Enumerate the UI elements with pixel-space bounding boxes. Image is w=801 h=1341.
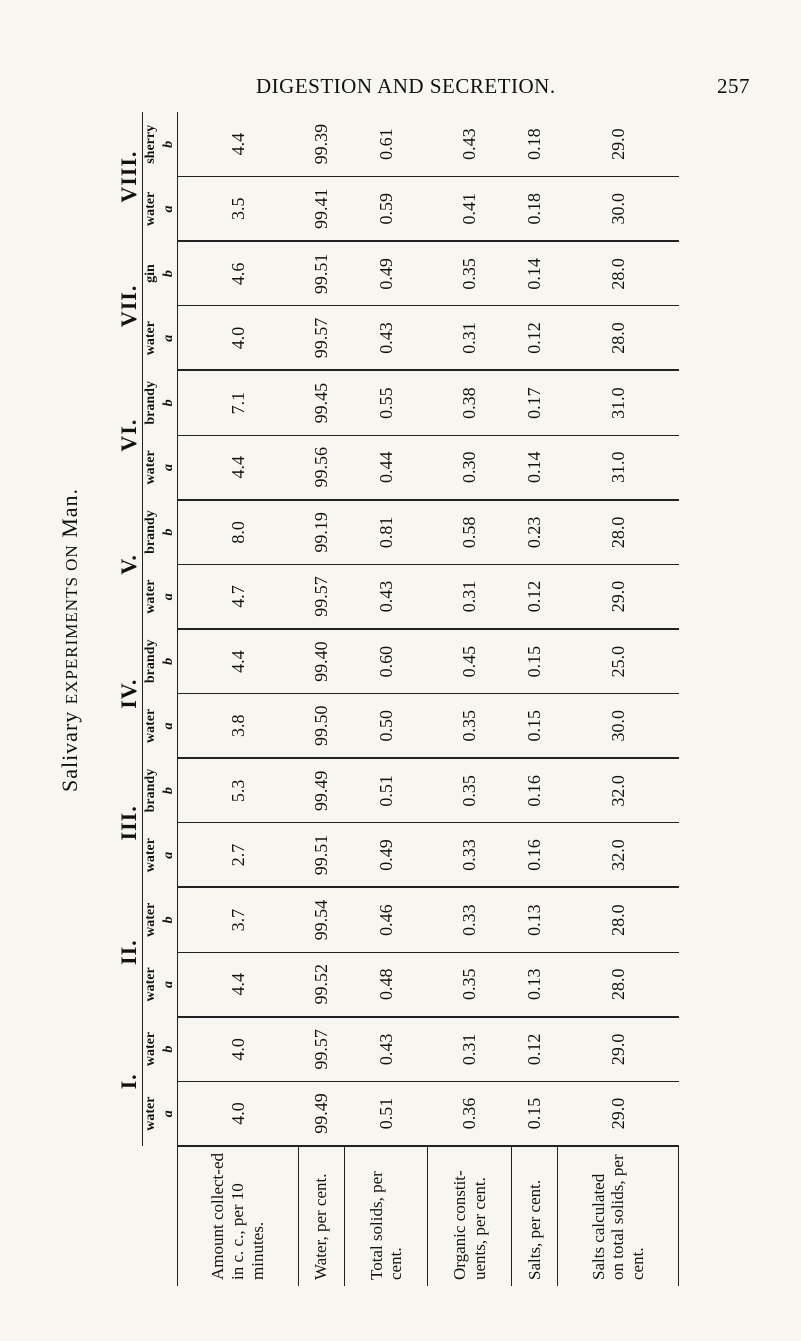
group-header: V. bbox=[116, 500, 143, 629]
table-cell: 0.58 bbox=[428, 500, 512, 565]
table-cell: 99.50 bbox=[298, 694, 344, 759]
table-cell: 0.43 bbox=[428, 112, 512, 177]
table-cell: 0.43 bbox=[344, 306, 428, 371]
table-cell: 0.35 bbox=[428, 241, 512, 306]
table-cell: 29.0 bbox=[558, 564, 679, 629]
table-cell: 4.6 bbox=[178, 241, 299, 306]
table-cell: 32.0 bbox=[558, 758, 679, 823]
table-cell: 0.18 bbox=[511, 112, 557, 177]
table-cell: 0.35 bbox=[428, 758, 512, 823]
column-letter: a bbox=[161, 1110, 176, 1118]
table-cell: 0.49 bbox=[344, 241, 428, 306]
table-cell: 99.54 bbox=[298, 888, 344, 953]
column-header-row bbox=[143, 112, 178, 1286]
column-letter: a bbox=[161, 334, 176, 342]
table-cell: 0.48 bbox=[344, 952, 428, 1017]
table-cell: 0.51 bbox=[344, 758, 428, 823]
table-cell: 0.33 bbox=[428, 888, 512, 953]
column-letter: a bbox=[161, 463, 176, 471]
row-label: Total solids, per cent. bbox=[344, 1146, 428, 1286]
column-letter: a bbox=[161, 722, 176, 730]
results-table-wrapper bbox=[116, 112, 679, 1286]
table-cell: 3.7 bbox=[178, 888, 299, 953]
page-number: 257 bbox=[717, 74, 750, 98]
column-header bbox=[143, 306, 178, 371]
table-cell: 0.43 bbox=[344, 564, 428, 629]
column-name: water bbox=[143, 708, 158, 744]
table-cell: 28.0 bbox=[558, 306, 679, 371]
column-letter: b bbox=[161, 140, 176, 148]
column-name: sherry bbox=[143, 124, 158, 164]
column-header bbox=[143, 112, 178, 177]
table-cell: 28.0 bbox=[558, 952, 679, 1017]
column-letter: b bbox=[161, 399, 176, 407]
side-title bbox=[57, 488, 83, 792]
column-letter: a bbox=[161, 593, 176, 601]
group-header: VIII. bbox=[116, 112, 143, 241]
table-cell: 2.7 bbox=[178, 823, 299, 888]
table-cell: 4.4 bbox=[178, 952, 299, 1017]
column-name: gin bbox=[143, 264, 158, 283]
table-cell: 4.4 bbox=[178, 112, 299, 177]
table-cell: 0.18 bbox=[511, 177, 557, 242]
table-cell: 99.56 bbox=[298, 435, 344, 500]
row-label: Water, per cent. bbox=[298, 1146, 344, 1286]
results-table bbox=[116, 112, 679, 1286]
group-header: I. bbox=[116, 1017, 143, 1146]
table-cell: 99.49 bbox=[298, 758, 344, 823]
column-letter: a bbox=[161, 851, 176, 859]
table-cell: 0.31 bbox=[428, 306, 512, 371]
table-cell: 0.16 bbox=[511, 823, 557, 888]
table-cell: 4.0 bbox=[178, 1017, 299, 1082]
table-cell: 0.81 bbox=[344, 500, 428, 565]
column-header bbox=[143, 1081, 178, 1146]
table-cell: 32.0 bbox=[558, 823, 679, 888]
table-cell: 28.0 bbox=[558, 888, 679, 953]
table-cell: 0.51 bbox=[344, 1081, 428, 1146]
table-cell: 0.60 bbox=[344, 629, 428, 694]
column-header bbox=[143, 500, 178, 565]
column-name: water bbox=[143, 321, 158, 356]
column-letter: a bbox=[161, 205, 176, 213]
column-header bbox=[143, 371, 178, 436]
data-body bbox=[178, 112, 679, 1286]
side-title-first: Salivary bbox=[57, 710, 82, 793]
table-cell: 0.35 bbox=[428, 694, 512, 759]
table-cell: 0.15 bbox=[511, 629, 557, 694]
column-name: water bbox=[143, 579, 158, 614]
table-cell: 99.49 bbox=[298, 1081, 344, 1146]
table-cell: 0.49 bbox=[344, 823, 428, 888]
table-cell: 29.0 bbox=[558, 1017, 679, 1082]
table-cell: 0.55 bbox=[344, 371, 428, 436]
table-row bbox=[344, 112, 428, 1286]
column-header bbox=[143, 177, 178, 242]
table-cell: 25.0 bbox=[558, 629, 679, 694]
table-cell: 0.38 bbox=[428, 371, 512, 436]
column-letter: b bbox=[161, 916, 176, 924]
table-cell: 99.41 bbox=[298, 177, 344, 242]
table-cell: 28.0 bbox=[558, 500, 679, 565]
table-cell: 99.52 bbox=[298, 952, 344, 1017]
table-cell: 0.46 bbox=[344, 888, 428, 953]
table-cell: 0.43 bbox=[344, 1017, 428, 1082]
table-cell: 28.0 bbox=[558, 241, 679, 306]
group-header: IV. bbox=[116, 629, 143, 758]
table-cell: 99.39 bbox=[298, 112, 344, 177]
page-header bbox=[70, 74, 750, 104]
table-cell: 0.12 bbox=[511, 306, 557, 371]
table-cell: 4.4 bbox=[178, 629, 299, 694]
table-row bbox=[298, 112, 344, 1286]
table-cell: 7.1 bbox=[178, 371, 299, 436]
table-cell: 0.14 bbox=[511, 241, 557, 306]
side-title-second: EXPERIMENTS ON bbox=[62, 544, 81, 705]
column-letter: b bbox=[161, 270, 176, 278]
table-cell: 30.0 bbox=[558, 177, 679, 242]
table-cell: 99.45 bbox=[298, 371, 344, 436]
table-cell: 0.15 bbox=[511, 694, 557, 759]
column-header bbox=[143, 888, 178, 953]
table-cell: 29.0 bbox=[558, 112, 679, 177]
column-letter: b bbox=[161, 787, 176, 795]
table-cell: 31.0 bbox=[558, 371, 679, 436]
table-cell: 99.19 bbox=[298, 500, 344, 565]
column-name: water bbox=[143, 902, 158, 937]
column-name: brandy bbox=[143, 381, 158, 425]
column-name: brandy bbox=[143, 510, 158, 554]
table-cell: 0.15 bbox=[511, 1081, 557, 1146]
table-cell: 0.31 bbox=[428, 564, 512, 629]
table-cell: 99.57 bbox=[298, 306, 344, 371]
table-cell: 0.16 bbox=[511, 758, 557, 823]
running-title: DIGESTION AND SECRETION. bbox=[256, 74, 556, 98]
table-row bbox=[511, 112, 557, 1286]
group-header: II. bbox=[116, 888, 143, 1017]
column-name: water bbox=[143, 191, 158, 227]
column-header bbox=[143, 952, 178, 1017]
table-cell: 0.23 bbox=[511, 500, 557, 565]
column-header bbox=[143, 629, 178, 694]
table-row bbox=[428, 112, 512, 1286]
column-header bbox=[143, 1017, 178, 1082]
row-label: Salts calculated on total solids, per cent. bbox=[558, 1146, 679, 1286]
column-header bbox=[143, 435, 178, 500]
table-cell: 8.0 bbox=[178, 500, 299, 565]
table-cell: 5.3 bbox=[178, 758, 299, 823]
row-label: Organic constit-uents, per cent. bbox=[428, 1146, 512, 1286]
table-cell: 29.0 bbox=[558, 1081, 679, 1146]
table-cell: 3.5 bbox=[178, 177, 299, 242]
row-label: Amount collect-ed in c. c., per 10 minutes. bbox=[178, 1146, 299, 1286]
table-row bbox=[178, 112, 299, 1286]
table-cell: 99.57 bbox=[298, 1017, 344, 1082]
column-letter: b bbox=[161, 657, 176, 665]
column-name: water bbox=[143, 1096, 158, 1131]
table-cell: 99.51 bbox=[298, 241, 344, 306]
table-cell: 0.41 bbox=[428, 177, 512, 242]
table-cell: 0.13 bbox=[511, 888, 557, 953]
table-cell: 0.12 bbox=[511, 564, 557, 629]
empty-corner bbox=[116, 1146, 178, 1286]
table-cell: 4.0 bbox=[178, 1081, 299, 1146]
table-cell: 99.57 bbox=[298, 564, 344, 629]
group-header-row bbox=[116, 112, 143, 1286]
table-cell: 30.0 bbox=[558, 694, 679, 759]
table-cell: 0.14 bbox=[511, 435, 557, 500]
column-name: water bbox=[143, 967, 158, 1002]
table-cell: 0.17 bbox=[511, 371, 557, 436]
table-cell: 0.45 bbox=[428, 629, 512, 694]
column-letter: b bbox=[161, 1045, 176, 1053]
table-cell: 4.0 bbox=[178, 306, 299, 371]
table-cell: 0.12 bbox=[511, 1017, 557, 1082]
table-cell: 4.4 bbox=[178, 435, 299, 500]
table-cell: 0.36 bbox=[428, 1081, 512, 1146]
table-cell: 0.61 bbox=[344, 112, 428, 177]
column-name: water bbox=[143, 450, 158, 485]
column-header bbox=[143, 241, 178, 306]
table-cell: 0.33 bbox=[428, 823, 512, 888]
table-cell: 3.8 bbox=[178, 694, 299, 759]
table-cell: 0.50 bbox=[344, 694, 428, 759]
group-header: VI. bbox=[116, 371, 143, 500]
table-cell: 31.0 bbox=[558, 435, 679, 500]
row-label: Salts, per cent. bbox=[511, 1146, 557, 1286]
table-cell: 99.40 bbox=[298, 629, 344, 694]
table-cell: 0.59 bbox=[344, 177, 428, 242]
table-cell: 0.31 bbox=[428, 1017, 512, 1082]
column-letter: a bbox=[161, 980, 176, 988]
side-title-third: Man. bbox=[57, 487, 82, 538]
group-header: VII. bbox=[116, 241, 143, 370]
table-cell: 0.35 bbox=[428, 952, 512, 1017]
table-cell: 0.30 bbox=[428, 435, 512, 500]
table-cell: 0.13 bbox=[511, 952, 557, 1017]
column-name: brandy bbox=[143, 639, 158, 684]
table-row bbox=[558, 112, 679, 1286]
column-name: water bbox=[143, 838, 158, 873]
column-header bbox=[143, 694, 178, 759]
column-header bbox=[143, 758, 178, 823]
column-header bbox=[143, 564, 178, 629]
column-letter: b bbox=[161, 528, 176, 536]
table-cell: 0.44 bbox=[344, 435, 428, 500]
column-name: water bbox=[143, 1031, 158, 1067]
column-name: brandy bbox=[143, 768, 158, 813]
table-cell: 4.7 bbox=[178, 564, 299, 629]
table-cell: 99.51 bbox=[298, 823, 344, 888]
group-header: III. bbox=[116, 758, 143, 887]
column-header bbox=[143, 823, 178, 888]
